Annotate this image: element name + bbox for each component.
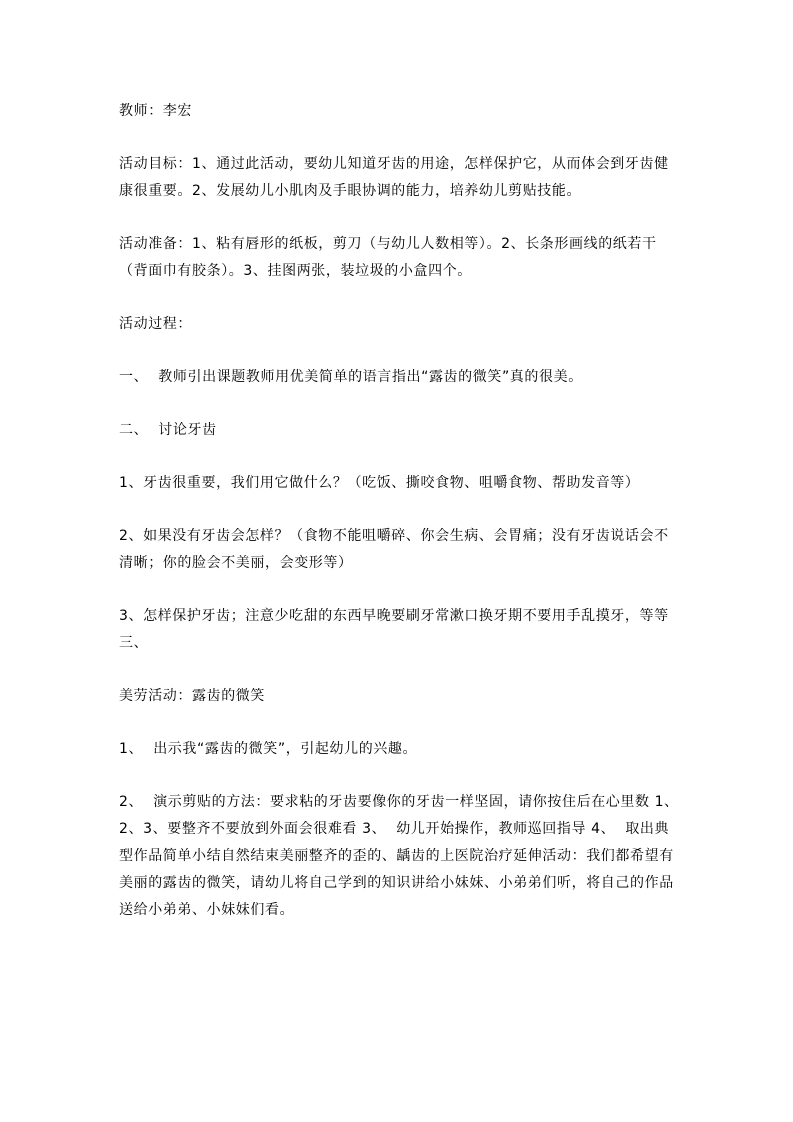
art-step-two: 2、 演示剪贴的方法：要求粘的牙齿要像你的牙齿一样坚固，请你按住后在心里数 1、2、3、要整齐不要放到外面会很难看 3、 幼儿开始操作，教师巡回指导 4、 取出典型作品简单小结自然结束美丽整齐的歪的、龋齿的上医院治疗延伸活动：我们都希望有美丽的露齿的微笑，请幼儿将自己学到的知识讲给小妹妹、小弟弟们听，将自己的作品送给小弟弟、小妹妹们看。 bbox=[119, 794, 679, 918]
activity-goal: 活动目标：1、通过此活动，要幼儿知道牙齿的用途，怎样保护它，从而体会到牙齿健康很重要。2、发展幼儿小肌肉及手眼协调的能力，培养幼儿剪贴技能。 bbox=[119, 156, 669, 199]
teacher-line: 教师：李宏 bbox=[119, 103, 192, 119]
question-one: 1、牙齿很重要，我们用它做什么？（吃饭、撕咬食物、咀嚼食物、帮助发音等） bbox=[119, 475, 640, 491]
activity-preparation: 活动准备：1、粘有唇形的纸板，剪刀（与幼儿人数相等）。2、长条形画线的纸若干（背面巾有胶条）。3、挂图两张，装垃圾的小盒四个。 bbox=[119, 236, 657, 279]
art-step-one: 1、 出示我“露齿的微笑”，引起幼儿的兴趣。 bbox=[119, 741, 418, 757]
step-one: 一、 教师引出课题教师用优美简单的语言指出“露齿的微笑”真的很美。 bbox=[119, 369, 583, 385]
document-body bbox=[119, 98, 679, 950]
question-three: 3、怎样保护牙齿；注意少吃甜的东西早晚要刷牙常漱口换牙期不要用手乱摸牙，等等三、 bbox=[119, 608, 669, 651]
step-two: 二、 讨论牙齿 bbox=[119, 422, 217, 438]
art-activity-heading: 美劳活动：露齿的微笑 bbox=[119, 688, 265, 704]
process-heading: 活动过程： bbox=[119, 316, 192, 332]
question-two: 2、如果没有牙齿会怎样？（食物不能咀嚼碎、你会生病、会胃痛；没有牙齿说话会不清晰；你的脸会不美丽，会变形等） bbox=[119, 528, 669, 571]
